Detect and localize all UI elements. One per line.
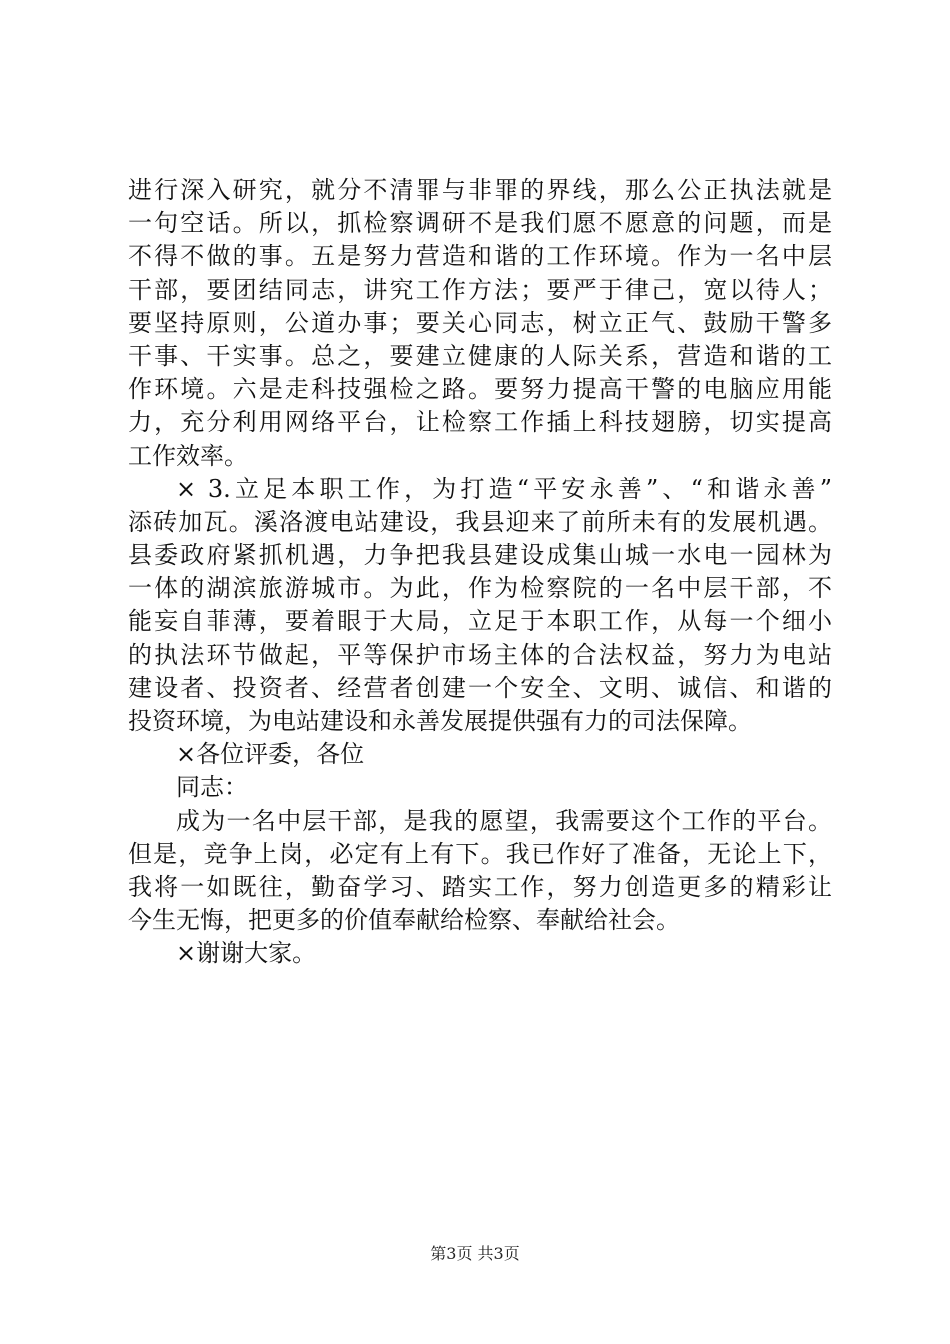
body-line: ×谢谢大家。: [176, 939, 317, 968]
body-line: 添砖加瓦。溪洛渡电站建设，我县迎来了前所未有的发展机遇。: [128, 507, 832, 536]
body-line: 同志：: [176, 773, 248, 802]
body-line: 的执法环节做起，平等保护市场主体的合法权益，努力为电站: [128, 640, 832, 669]
body-line: 县委政府紧抓机遇，力争把我县建设成集山城一水电一园林为: [128, 541, 832, 570]
body-line: 要坚持原则，公道办事；要关心同志，树立正气、鼓励干警多: [128, 308, 832, 337]
body-line: 建设者、投资者、经营者创建一个安全、文明、诚信、和谐的: [128, 673, 832, 702]
body-line: 不得不做的事。五是努力营造和谐的工作环境。作为一名中层: [128, 242, 832, 271]
body-line: 进行深入研究，就分不清罪与非罪的界线，那么公正执法就是: [128, 176, 832, 204]
body-line: 今生无悔，把更多的价值奉献给检察、奉献给社会。: [128, 906, 680, 935]
body-line: 但是，竞争上岗，必定有上有下。我已作好了准备，无论上下，: [128, 839, 832, 868]
body-line: 工作效率。: [128, 441, 248, 470]
body-line: 投资环境，为电站建设和永善发展提供强有力的司法保障。: [128, 707, 752, 735]
document-body: [128, 174, 832, 971]
body-line: ×各位评委，各位: [176, 740, 365, 769]
body-line: 干部，要团结同志，讲究工作方法；要严于律己，宽以待人；: [128, 275, 832, 304]
body-line: × 3.立足本职工作，为打造“平安永善”、“和谐永善”: [176, 474, 832, 503]
body-line: 我将一如既往，勤奋学习、踏实工作，努力创造更多的精彩让: [128, 872, 832, 901]
body-line: 干事、干实事。总之，要建立健康的人际关系，营造和谐的工: [128, 341, 832, 370]
page-number-footer: 第3页 共3页: [430, 1244, 520, 1263]
body-line: 能妄自菲薄，要着眼于大局，立足于本职工作，从每一个细小: [128, 607, 832, 636]
body-line: 一体的湖滨旅游城市。为此，作为检察院的一名中层干部，不: [128, 574, 832, 603]
body-line: 成为一名中层干部，是我的愿望，我需要这个工作的平台。: [176, 806, 832, 835]
body-line: 作环境。六是走科技强检之路。要努力提高干警的电脑应用能: [128, 375, 832, 404]
body-line: 力，充分利用网络平台，让检察工作插上科技翅膀，切实提高: [128, 408, 832, 437]
body-line: 一句空话。所以，抓检察调研不是我们愿不愿意的问题，而是: [128, 209, 832, 238]
